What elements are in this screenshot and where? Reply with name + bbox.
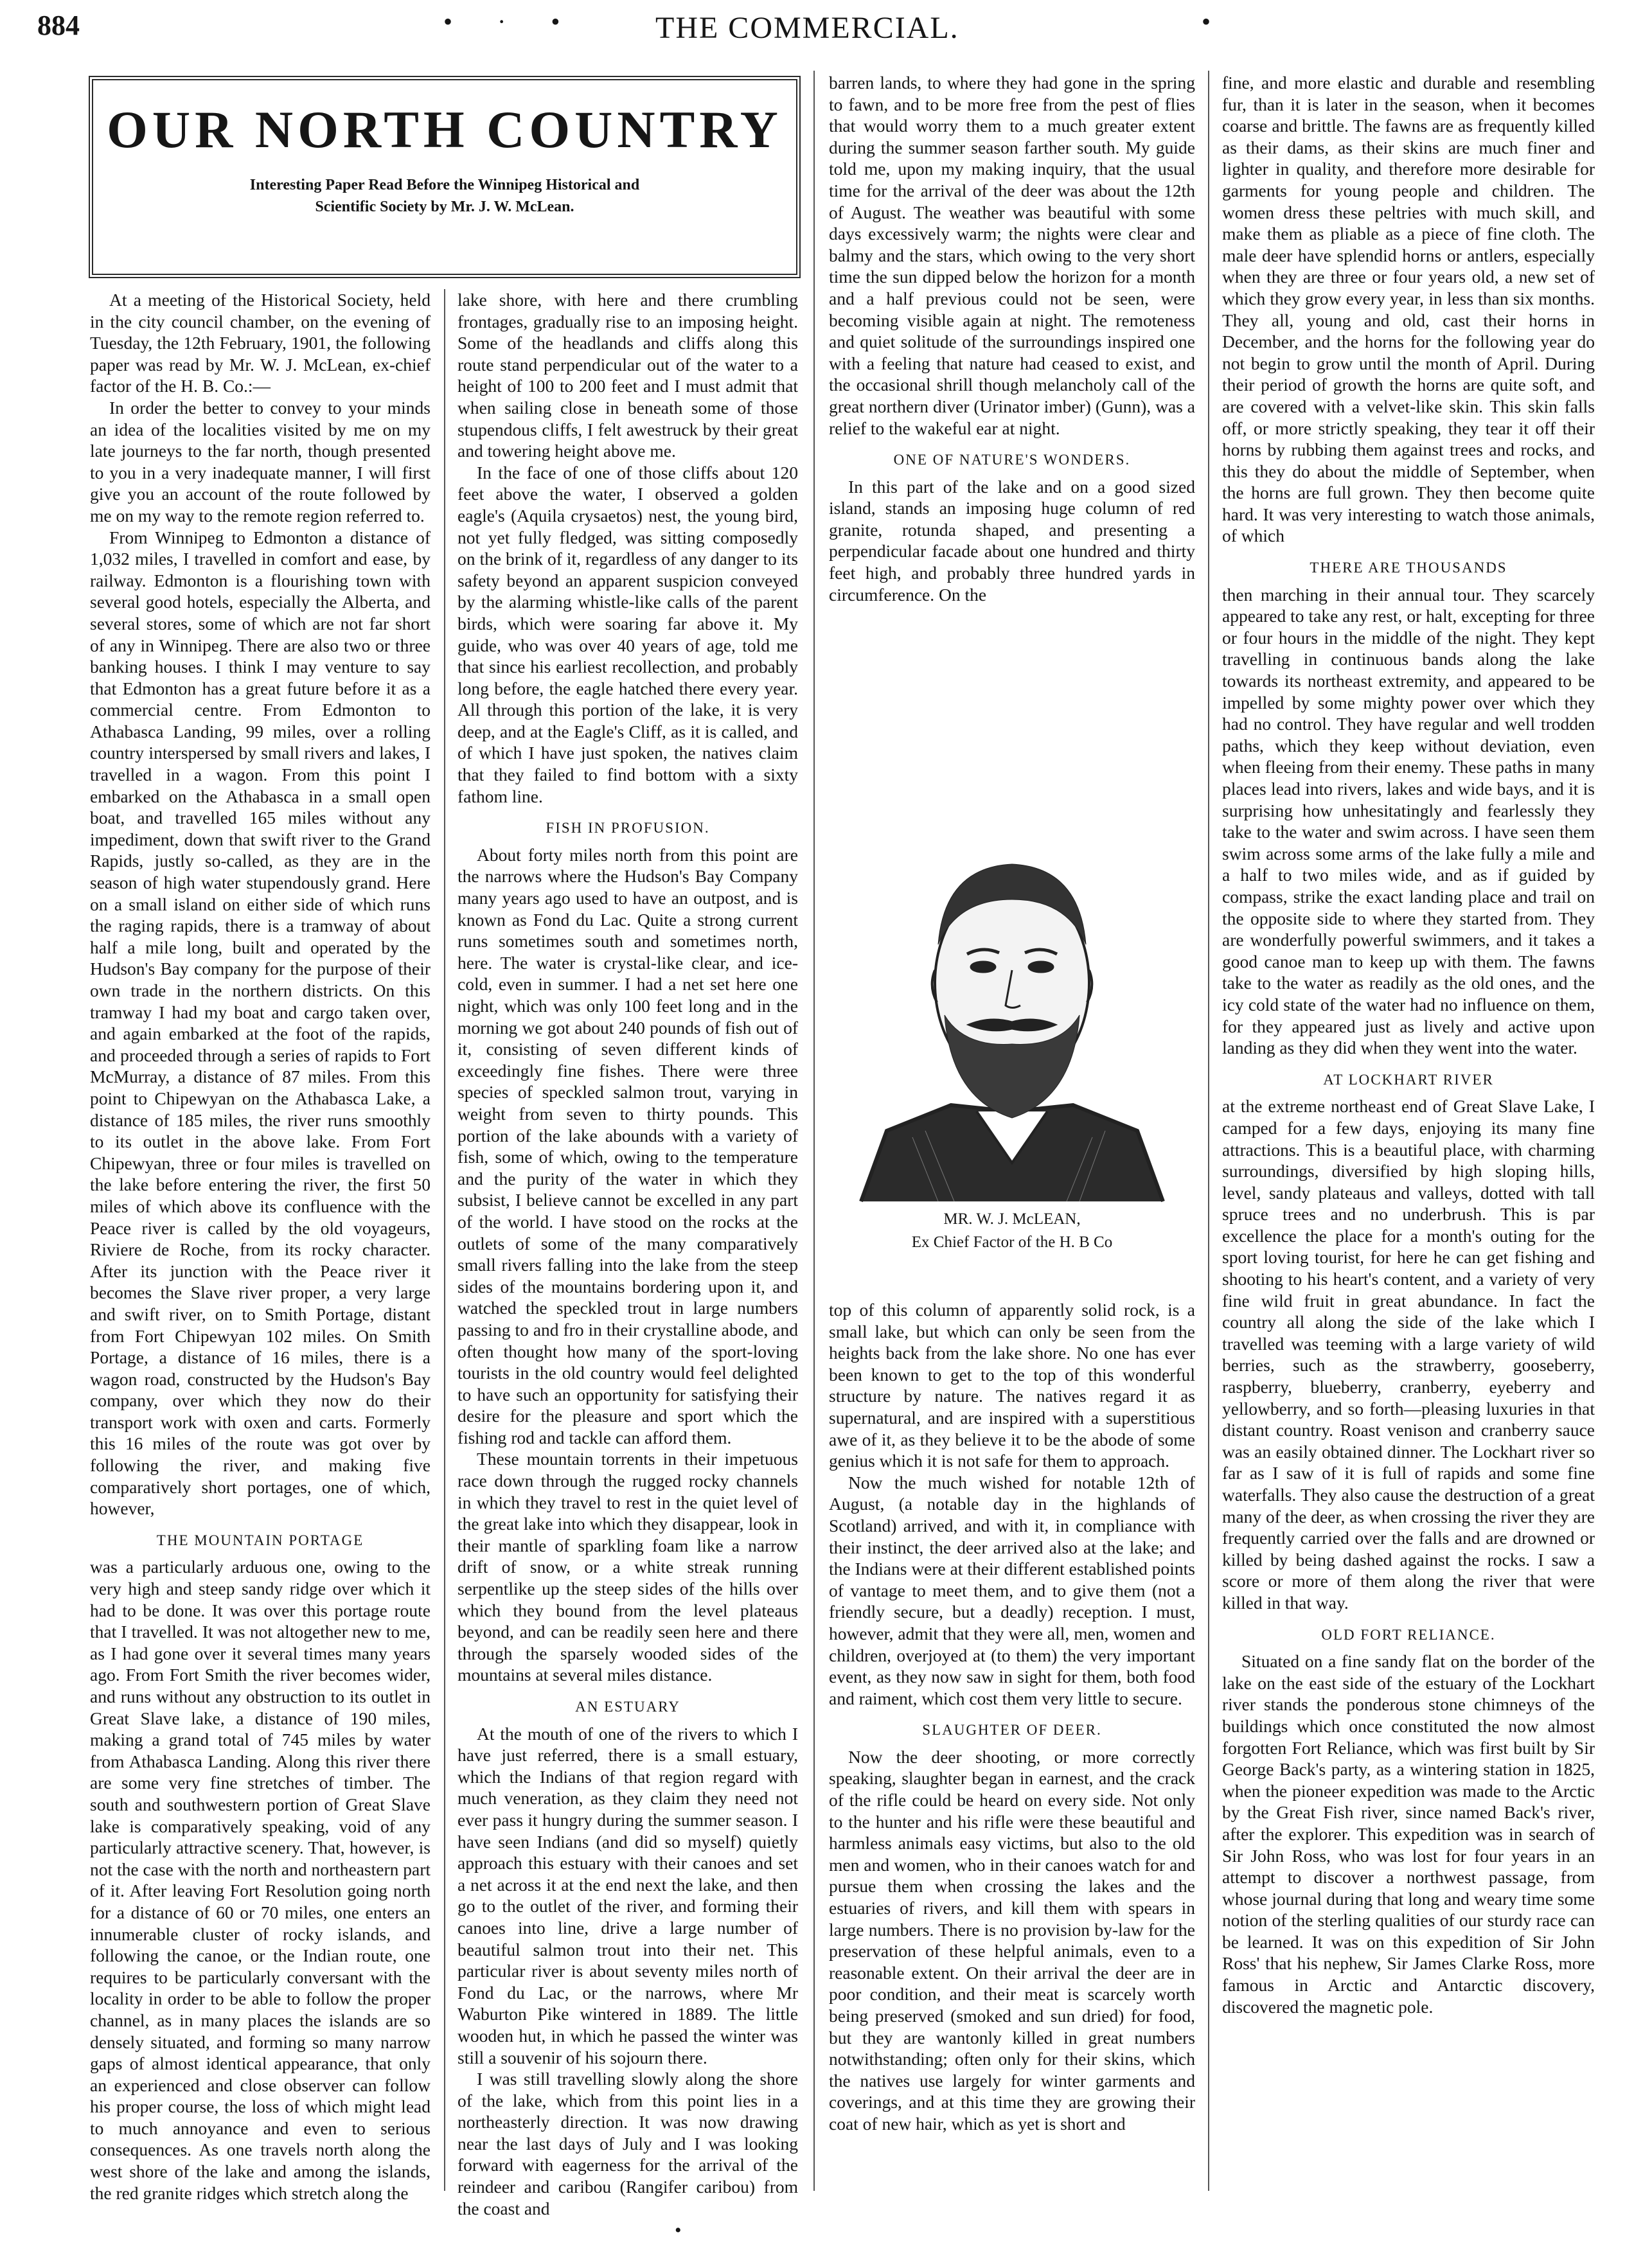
caption-name: MR. W. J. McLEAN, xyxy=(943,1210,1081,1228)
paragraph: fine, and more elastic and durable and resembling fur, than it is later in the season, when it becomes coarse and brittle. The fawns are as frequently killed as their dams, as their skins are much finer and lighter in quality, and therefore more desirable for garments for young people and children. The women dress these peltries with much skill, and make them as pliable as a piece of fine cloth. The male deer have splendid horns or antlers, especially when they are three or four years old, a new set of which they grow every year, in less than six months. They all, young and old, cast their horns in December, and the horns for the following year do not begin to grow until the month of April. During their period of growth the horns are quite soft, and are covered with a velvet-like skin. This skin falls off, or more strictly speaking, they tear it off their horns by rubbing them against trees and rocks, and this they do about the middle of September, when the horns are full grown. They then become quite hard. It was very interesting to watch those animals, of which xyxy=(1222,73,1595,546)
column-rule xyxy=(1208,71,1209,2191)
section-heading: THERE ARE THOUSANDS xyxy=(1310,560,1507,576)
article-headline: OUR NORTH COUNTRY xyxy=(107,100,783,159)
newspaper-title: THE COMMERCIAL. xyxy=(655,11,959,45)
column-3-bottom xyxy=(829,1299,1195,2199)
paragraph: Now the deer shooting, or more correctly speaking, slaughter began in earnest, and the crack of the rifle could be heard on every side. Not only to the hunter and his rifle were these beautiful and harmless animals easy victims, but also to the old men and women, who in their canoes watch for and pursue them when crossing the lakes and the estuaries of rivers, and kill them with spears in large numbers. There is no provision by-law for the preservation of these helpful animals, even to a reasonable extent. On their arrival the deer are in poor condition, and their meat is scarcely worth being preserved (smoked and sun dried) for food, but they are wantonly killed in great numbers notwithstanding; often only for their skins, which the natives use largely for winter garments and coverings, and at this time they are growing their coat of new hair, which as yet is short and xyxy=(829,1746,1195,2134)
paragraph: In this part of the lake and on a good sized island, stands an imposing huge column of red granite, rotunda shaped, and presenting a perpendicular facade about one hundred and thirty feet high, and probably three hundred yards in circumference. On the xyxy=(829,476,1195,605)
section-heading: ONE OF NATURE'S WONDERS. xyxy=(893,452,1131,468)
page-number: 884 xyxy=(37,10,80,41)
paragraph: top of this column of apparently solid rock, is a small lake, but which can only be seen from the heights back from the lake shore. No one has ever been known to get to the top of this wonderful structure by nature. The natives regard it as supernatural, and are inspired with a superstitious awe of it, as they believe it to be the abode of some genius which it is not safe for them to approach. xyxy=(829,1300,1195,1471)
paragraph: barren lands, to where they had gone in the spring to fawn, and to be more free from the pest of flies that would worry them to a much greater extent during the summer season farther south. My guide told me, upon my making inquiry, that the usual time for the arrival of the deer was about the 12th of August. The weather was beautiful with some days excessively warm; the nights were clear and balmy and the stars, which owing to the very short time the sun dipped below the horizon for a month and a half previous could not be seen, were becoming visible again at night. The remoteness and quiet solitude of the surroundings inspired one with a feeling that nature had ceased to exist, and the occasional shrill though melancholy call of the great northern diver (Urinator imber) (Gunn), was a relief to the wakeful ear at night. xyxy=(829,73,1195,438)
article-subhead xyxy=(93,174,796,218)
portrait-caption xyxy=(829,1208,1195,1254)
section-heading: AT LOCKHART RIVER xyxy=(1323,1071,1494,1088)
caption-role: Ex Chief Factor of the H. B Co xyxy=(911,1234,1113,1251)
section-heading: OLD FORT RELIANCE. xyxy=(1321,1626,1496,1643)
ornament-dots: • · • xyxy=(443,7,580,36)
section-heading: SLAUGHTER OF DEER. xyxy=(922,1722,1102,1739)
footer-dot: • xyxy=(675,2220,682,2241)
portrait-engraving xyxy=(835,829,1189,1201)
headline-box xyxy=(89,76,801,278)
paragraph: In order the better to convey to your minds an idea of the localities visited by me on my late journeys to the far north, though presented to you in a very inadequate manner, I will first give you an account of the route followed by me on my way to the remote region referred to. xyxy=(90,397,431,526)
section-heading: AN ESTUARY xyxy=(575,1699,680,1715)
column-rule xyxy=(813,71,815,2191)
paragraph: At the mouth of one of the rivers to which I have just referred, there is a small estuary, which the Indians of that region regard with much veneration, as they claim they need not ever pass it hungry during the summer season. I have seen Indians (and did so myself) quietly approach this estuary with their canoes and set a net across it at the end next the lake, and then go to the outlet of the river, and forming their canoes into line, drive a large number of beautiful salmon trout into their net. This particular river is about seventy miles north of Fond du Lac, or the narrows, where Mr Waburton Pike wintered in 1889. The little wooden hut, in which he passed the winter was still a souvenir of his sojourn there. xyxy=(457,1723,798,2067)
column-1 xyxy=(90,289,431,2203)
paragraph: In the face of one of those cliffs about 120 feet above the water, I observed a golden eagle's (Aquila crysaetos) nest, the young bird, not yet fully fledged, was sitting composedly on the brink of it, regardless of any danger to its safety beyond an apparent suspicion conveyed by the alarming whistle-like calls of the parent birds, which were soaring far above it. My guide, who was over 40 years of age, told me that since his earliest recollection, and probably long before, the eagle hatched there every year. All through this portion of the lake, it is very deep, and at the Eagle's Cliff, as it is called, and of which I have just spoken, the natives claim that they failed to find bottom with a sixty fathom line. xyxy=(457,462,798,806)
column-rule xyxy=(444,289,445,2191)
paragraph: I was still travelling slowly along the shore of the lake, which from this point lies in a northeasterly direction. It was now drawing near the last days of July and I was looking forward with eagerness for the arrival of the reindeer and caribou (Rangifer caribou) from the coast and xyxy=(457,2069,798,2218)
paragraph: Situated on a fine sandy flat on the border of the lake on the east side of the estuary of the Lockhart river stands the ponderous stone chimneys of the buildings which once constituted the now almost forgotten Fort Reliance, which was first built by Sir George Back's party, as a wintering station in 1825, when the pioneer expedition was made to the Arctic by the Great Fish river, since named Back's river, after the explorer. This expedition was in search of Sir John Ross, who was lost for four years in an attempt to discover a northwest passage, from whose journal during that long and weary time some notion of the sterling qualities of our sturdy race can be learned. It was on this expedition of Sir John Ross' that his nephew, Sir James Clarke Ross, more famous in Arctic and Antarctic discovery, discovered the magnetic pole. xyxy=(1222,1651,1595,2017)
paragraph: then marching in their annual tour. They scarcely appeared to take any rest, or halt, excepting for three or four hours in the middle of the night. They kept travelling in continuous bands along the lake towards its northeast extremity, and appeared to be impelled by some mighty power over which they had no control. They have regular and well trodden paths, which they keep without deviation, even when fleeing from their enemy. These paths in many places lead into rivers, lakes and wide bays, and it is surprising how unhesitatingly and fearlessly they take to the water and swim across. I have seen them swim across some arms of the lake fully a mile and a half to two miles wide, and as if guided by compass, strike the exact landing place and trail on the opposite side to where they started from. They are wonderfully powerful swimmers, and it takes a good canoe man to keep up with them. The fawns take to the water as readily as the old ones, and the icy cold state of the water had no influence on them, for they appeared just as lively and active upon landing as they did when they went into the water. xyxy=(1222,584,1595,1058)
paragraph: Now the much wished for notable 12th of August, (a notable day in the highlands of Scotland) arrived, and with it, in compliance with their instinct, the deer arrived also at the lake; and the Indians were at their different established points of vantage to meet them, and to give them (not a friendly secure, but a deadly) reception. I must, however, admit that they were all, men, women and children, overjoyed at (to them) the very important event, as they now saw in sight for them, both food and raiment, which cost them very little to secure. xyxy=(829,1472,1195,1708)
subhead-line-1: Interesting Paper Read Before the Winnipeg Historical and xyxy=(249,177,640,193)
paragraph: About forty miles north from this point are the narrows where the Hudson's Bay Company many years ago used to have an outpost, and is known as Fond du Lac. Quite a strong current runs sometimes south and sometimes north, here. The water is crystal-like clear, and ice-cold, even in summer. I had a net set here one night, which was only 100 feet long and in the morning we got about 240 pounds of fish out of it, consisting of seven different kinds of exceedingly fine fishes. There were three species of speckled salmon trout, varying in weight from seven to thirty pounds. This portion of the lake abounds with a variety of fish, some of which, owing to the temperature and the purity of the water in which they subsist, I believe cannot be excelled in any part of the world. I have stood on the rocks at the outlets of some of the many comparatively small rivers falling into the lake from the steep sides of the mountains bordering upon it, and watched the speckled trout in large numbers passing to and fro in their crystalline abode, and often thought how many of the sport-loving tourists in the old country would feel delighted to have such an opportunity for satisfying their desire for the pleasure and sport which the fishing rod and tackle can afford them. xyxy=(457,844,798,1447)
column-3-top xyxy=(829,72,1195,817)
paragraph: From Winnipeg to Edmonton a distance of 1,032 miles, I travelled in comfort and ease, by railway. Edmonton is a flourishing town with several good hotels, especially the Alberta, and several stores, some of which are not far short of any in Winnipeg. There are also two or three banking houses. I think I may venture to say that Edmonton has a great future before it as a commercial centre. From Edmonton to Athabasca Landing, 99 miles, over a rolling country interspersed by small rivers and lakes, I travelled in a wagon. From this point I embarked on the Athabasca in a small open boat, and travelled 165 miles without any impediment, down that swift river to the Grand Rapids, justly so-called, as they are in the season of high water stupendously grand. Here on a small island on either side of which runs the raging rapids, there is a tramway of about half a mile long, built and operated by the Hudson's Bay company for the purpose of their own trade in the northern districts. On this tramway I had my boat and cargo taken over, and again embarked at the foot of the rapids, and proceeded through a series of rapids to Fort McMurray, a distance of 87 miles. From this point to Chipewyan on the Athabasca Lake, a distance of 185 miles, the river runs smoothly to its outlet in the above lake. From Fort Chipewyan, three or four miles is travelled on the lake before entering the river, the first 50 miles of which above its confluence with the Peace river is called by the old voyageurs, Riviere de Roche, from its rocky character. After its junction with the Peace river it becomes the Slave river proper, a very large and swift river, on to Smith Portage, distant from Fort Chipewyan 102 miles. On Smith Portage, a distance of 16 miles, there is a wagon road, constructed by the Hudson's Bay company, over which they now do their transport work with oxen and carts. Formerly this 16 miles of the route was got over by following the river, and making five comparatively short portages, one of which, however, xyxy=(90,527,431,1519)
subhead-line-2: Scientific Society by Mr. J. W. McLean. xyxy=(315,199,574,215)
section-heading: THE MOUNTAIN PORTAGE xyxy=(156,1532,364,1548)
masthead xyxy=(0,0,1652,45)
column-2 xyxy=(457,289,798,2218)
paragraph: at the extreme northeast end of Great Slave Lake, I camped for a few days, enjoying its many fine attractions. This is a beautiful place, with charming surroundings, diversified by high sloping hills, level, sandy plateaus and valleys, dotted with tall spruce trees and no underbrush. This is par excellence the place for a month's outing for the sport loving tourist, for here he can get fishing and shooting to his heart's content, and a variety of very fine wild fruit in great abundance. In fact the country all along the side of the lake which I travelled was teeming with a large variety of wild berries, such as the strawberry, gooseberry, raspberry, blueberry, cranberry, eyeberry and yellowberry, and so forth—pleasing luxuries in that distant country. Roast venison and cranberry sauce was an easily obtained dinner. The Lockhart river so far as I saw of it is full of rapids and some fine waterfalls. They also cause the destruction of a great many of the deer, as when crossing the river they are frequently carried over the falls and are drowned or killed by being dashed against the rocks. I saw a score or more of them along the river that were killed in that way. xyxy=(1222,1096,1595,1613)
column-4 xyxy=(1222,72,1595,2199)
paragraph: lake shore, with here and there crumbling frontages, gradually rise to an imposing height. Some of the headlands and cliffs along this route stand perpendicular out of the water to a height of 100 to 200 feet and I must admit that when sailing close in beneath some of those stupendous cliffs, I felt awestruck by their great and towering height above me. xyxy=(457,290,798,461)
paragraph: was a particularly arduous one, owing to the very high and steep sandy ridge over which it had to be done. It was over this portage route that I travelled. It was not altogether new to me, as I had gone over it several times many years ago. From Fort Smith the river becomes wider, and runs without any obstruction to its outlet in Great Slave lake, a distance of 190 miles, making a grand total of 745 miles by water from Athabasca Landing. Along this river there are some very fine stretches of timber. The south and southwestern portion of Great Slave lake is comparatively speaking, void of any particularly attractive scenery. That, however, is not the case with the north and northeastern part of it. After leaving Fort Resolution going north for a distance of 60 or 70 miles, one enters an innumerable cluster of rocky islands, and following the canoe, or the Indian route, one requires to be particularly conversant with the locality in order to be able to follow the proper channel, as in many places the islands are so densely situated, and forming so many narrow gaps of almost identical appearance, that only an experienced and close observer can follow his proper course, the loss of which might lead to much annoyance and even to serious consequences. As one travels north along the west shore of the lake and among the islands, the red granite ridges which stretch along the xyxy=(90,1557,431,2203)
ornament-dot: • xyxy=(1202,7,1211,36)
paragraph: At a meeting of the Historical Society, held in the city council chamber, on the evening of Tuesday, the 12th February, 1901, the following paper was read by Mr. W. J. McLean, ex-chief factor of the H. B. Co.:— xyxy=(90,290,431,396)
paragraph: These mountain torrents in their impetuous race down through the rugged rocky channels in which they travel to rest in the quiet level of the great lake into which they disappear, look in their mantle of sparkling foam like a narrow drift of snow, or a white streak running serpentlike up the steep sides of the hills over which they bound from the level plateaus beyond, and can be readily seen here and there through the sparsely wooded sides of the mountains at several miles distance. xyxy=(457,1449,798,1685)
section-heading: FISH IN PROFUSION. xyxy=(546,820,710,836)
